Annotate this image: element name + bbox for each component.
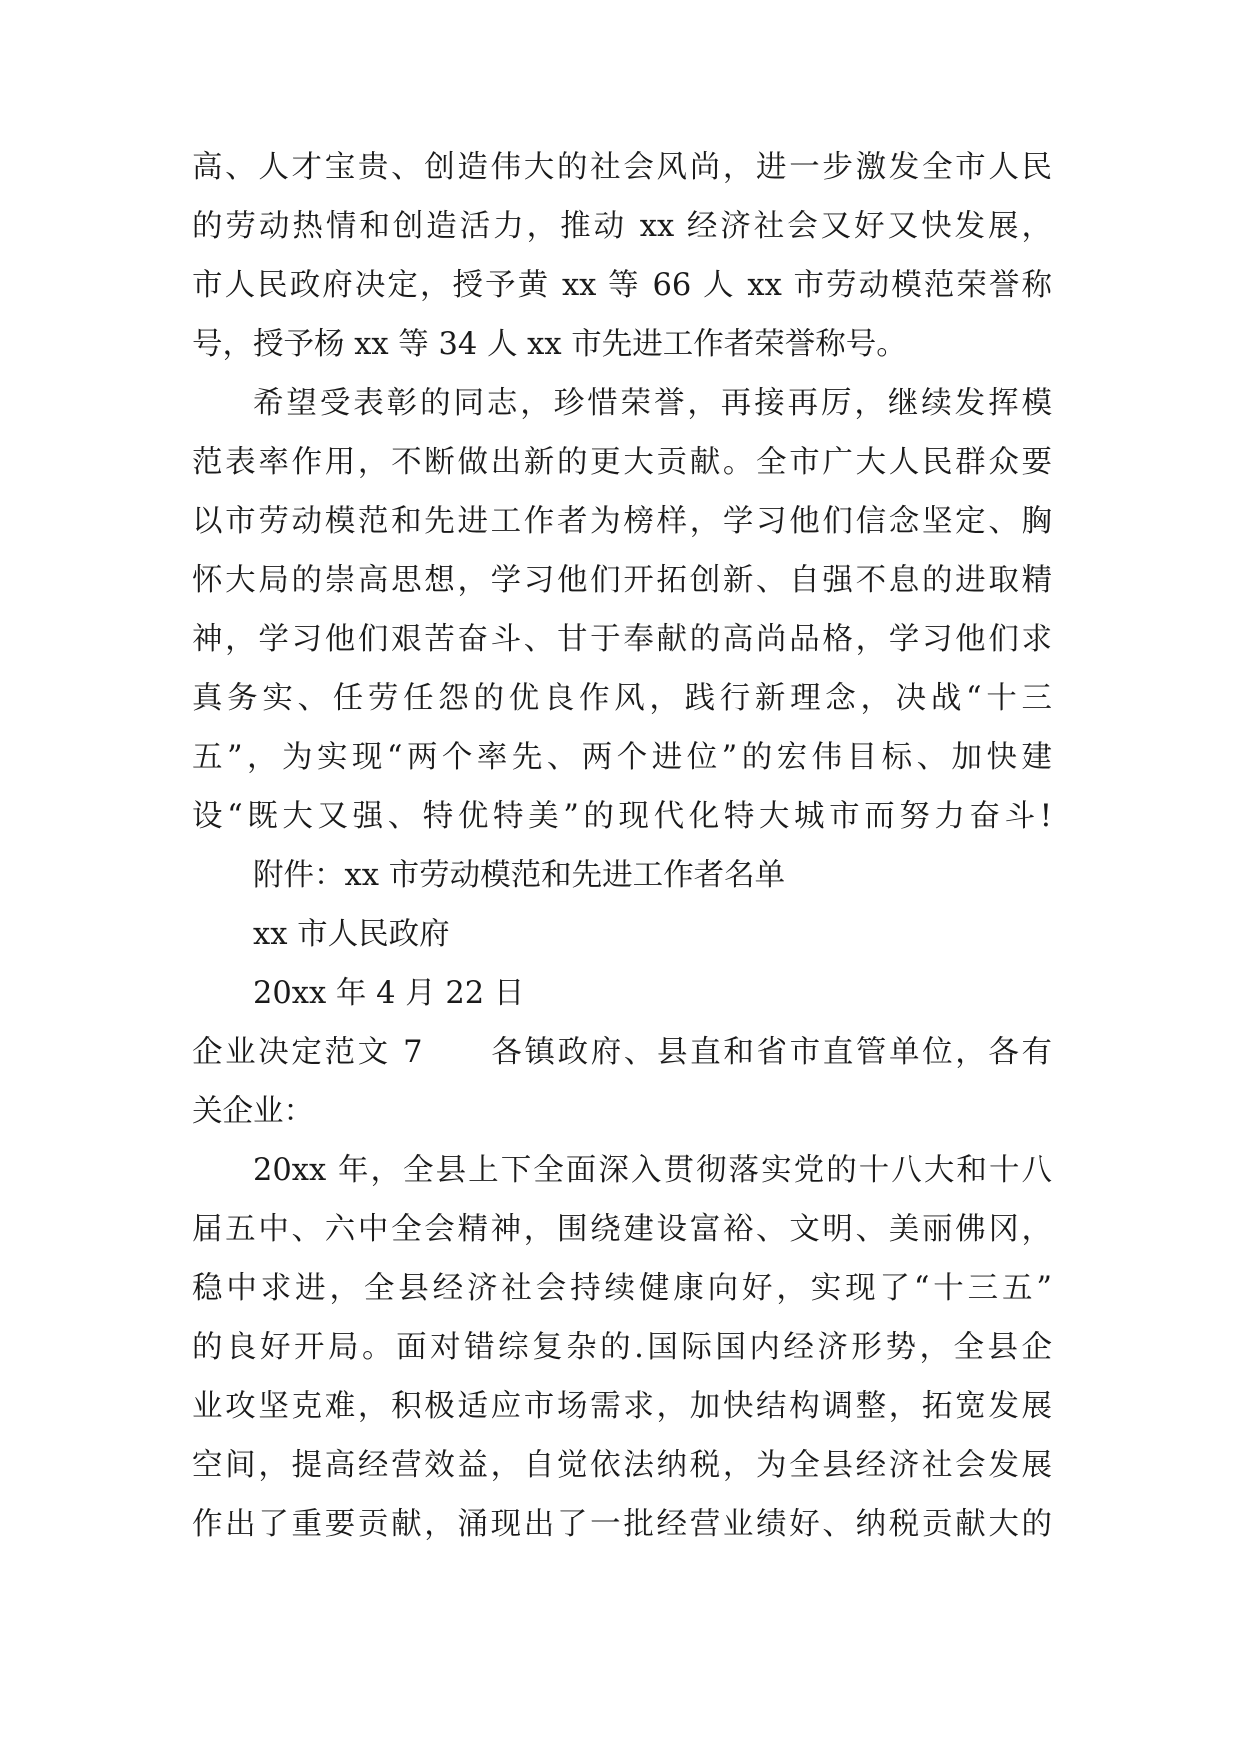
text-line: 神，学习他们艰苦奋斗、甘于奉献的高尚品格，学习他们求 (192, 622, 1052, 657)
text-line: 号，授予杨 xx 等 34 人 xx 市先进工作者荣誉称号。 (192, 327, 907, 362)
text-line: 怀大局的崇高思想，学习他们开拓创新、自强不息的进取精 (192, 563, 1052, 598)
text-line: 届五中、六中全会精神，围绕建设富裕、文明、美丽佛冈， (192, 1212, 1052, 1247)
text-line: 20xx 年，全县上下全面深入贯彻落实党的十八大和十八 (253, 1153, 1052, 1188)
text-line: 设“既大又强、特优特美”的现代化特大城市而努力奋斗! (192, 799, 1052, 834)
text-line: 范表率作用，不断做出新的更大贡献。全市广大人民群众要 (192, 445, 1052, 480)
text-line: 五”，为实现“两个率先、两个进位”的宏伟目标、加快建 (192, 740, 1052, 775)
text-line: 业攻坚克难，积极适应市场需求，加快结构调整，拓宽发展 (192, 1389, 1052, 1424)
text-line: 空间，提高经营效益，自觉依法纳税，为全县经济社会发展 (192, 1448, 1052, 1483)
signature-line: xx 市人民政府 (253, 917, 450, 952)
attachment-line: 附件：xx 市劳动模范和先进工作者名单 (253, 858, 786, 893)
date-line: 20xx 年 4 月 22 日 (253, 976, 525, 1011)
section-heading-line: 企业决定范文 7 各镇政府、县直和省市直管单位，各有 (192, 1035, 1052, 1070)
text-line: 作出了重要贡献，涌现出了一批经营业绩好、纳税贡献大的 (192, 1507, 1052, 1542)
text-line: 关企业： (192, 1094, 314, 1129)
text-line: 以市劳动模范和先进工作者为榜样，学习他们信念坚定、胸 (192, 504, 1052, 539)
text-line: 稳中求进，全县经济社会持续健康向好，实现了“十三五” (192, 1271, 1052, 1306)
text-line: 希望受表彰的同志，珍惜荣誉，再接再厉，继续发挥模 (253, 386, 1052, 421)
text-line: 高、人才宝贵、创造伟大的社会风尚，进一步激发全市人民 (192, 150, 1052, 185)
text-line: 的良好开局。面对错综复杂的.国际国内经济形势，全县企 (192, 1330, 1052, 1365)
text-line: 市人民政府决定，授予黄 xx 等 66 人 xx 市劳动模范荣誉称 (192, 268, 1052, 303)
text-line: 真务实、任劳任怨的优良作风，践行新理念，决战“十三 (192, 681, 1052, 716)
text-line: 的劳动热情和创造活力，推动 xx 经济社会又好又快发展， (192, 209, 1052, 244)
